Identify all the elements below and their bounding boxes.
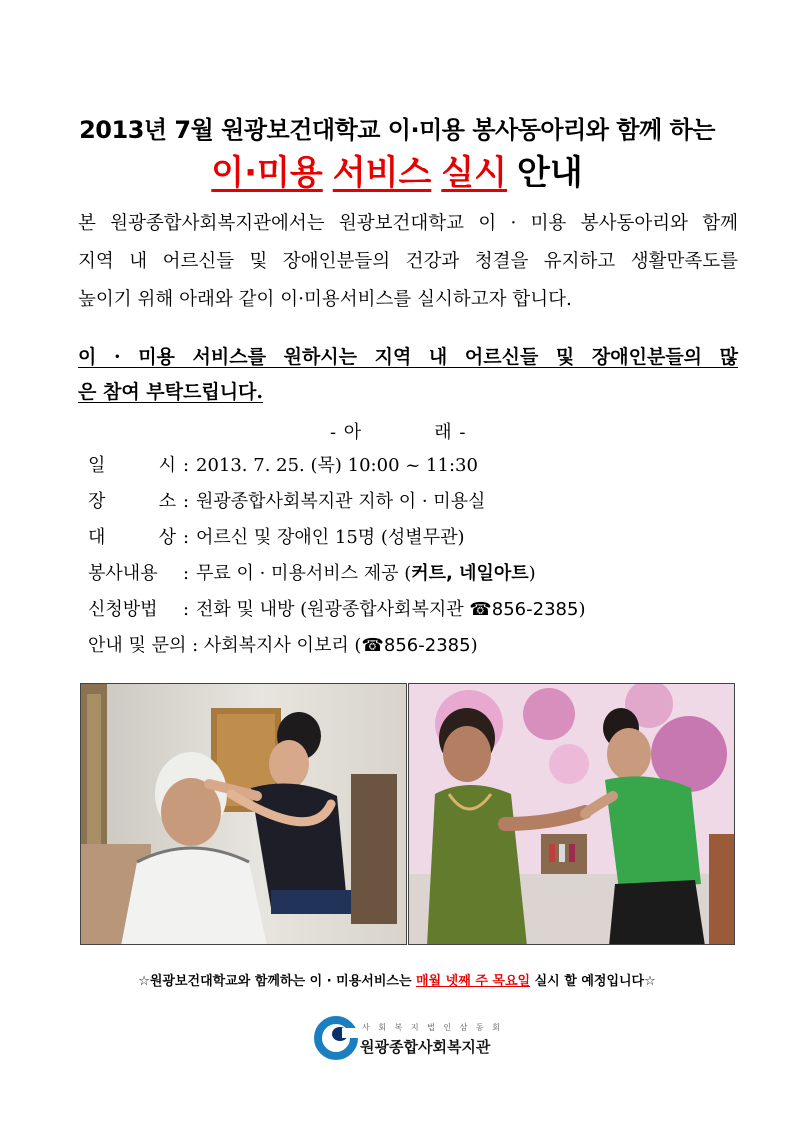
logo-subtitle: 사 회 복 지 법 인 삼 동 회 [362,1023,503,1032]
title-highlight: 이·미용 서비스 실시 [211,153,507,193]
schedule-note: ☆원광보건대학교와 함께하는 이 · 미용서비스는 매월 넷째 주 목요일 실시 할 예정입니다☆ [138,974,656,989]
request-paragraph [78,340,738,410]
intro-paragraph [78,205,738,319]
nail-art-photo [408,683,735,945]
center-logo [314,1014,534,1062]
photo-strip [80,683,735,945]
schedule-highlight: 매월 넷째 주 목요일 [416,974,531,989]
detail-row-contact: 안내 및 문의 : 사회복지사 이보리 (☎856-2385) [88,635,478,656]
detail-row-apply: 신청방법 : 전화 및 내방 (원광종합사회복지관 ☎856-2385) [88,592,768,628]
logo-name: 원광종합사회복지관 [360,1038,491,1056]
intro-line: 높이기 위해 아래와 같이 이·미용서비스를 실시하고자 합니다. [78,289,572,310]
detail-label: 장 소 [88,491,176,512]
title-line-2 [0,145,794,194]
logo-emblem-icon [314,1016,358,1060]
detail-label: 신청방법 [88,599,158,620]
detail-label: 봉사내용 [88,563,158,584]
request-line: 은 참여 부탁드립니다. [78,381,264,403]
request-line: 이 · 미용 서비스를 원하시는 지역 내 어르신들 및 장애인분들의 많 [78,346,738,368]
haircut-photo [80,683,407,945]
detail-label: 대 상 [88,527,176,548]
intro-line: 본 원광종합사회복지관에서는 원광보건대학교 이 · 미용 봉사동아리와 함께 [78,213,738,234]
detail-value: 안내 및 문의 : 사회복지사 이보리 ( [88,635,362,656]
intro-line: 지역 내 어르신들 및 장애인분들의 건강과 청결을 유지하고 생활만족도를 [78,251,738,272]
detail-label: 일 시 [88,455,176,476]
detail-value: 2013. 7. 25. (목) 10:00 ~ 11:30 [196,455,478,476]
notice-heading: - 아 래 - [330,422,467,443]
event-details [88,448,768,664]
title-suffix: 안내 [517,153,583,193]
detail-value: 원광종합사회복지관 지하 이 · 미용실 [196,491,486,512]
phone-number: ☎856-2385 [469,599,579,620]
detail-row-time: 일 시 : 2013. 7. 25. (목) 10:00 ~ 11:30 [88,448,768,484]
detail-row-place: 장 소 : 원광종합사회복지관 지하 이 · 미용실 [88,484,768,520]
detail-value: 전화 및 내방 (원광종합사회복지관 [196,599,470,620]
title-line-1: 2013년 7월 원광보건대학교 이·미용 봉사동아리와 함께 하는 [79,116,715,144]
phone-number: ☎856-2385 [361,635,471,656]
detail-row-target: 대 상 : 어르신 및 장애인 15명 (성별무관) [88,520,768,556]
detail-value: 무료 이 · 미용서비스 제공 ( [196,563,412,584]
detail-row-content: 봉사내용 : 무료 이 · 미용서비스 제공 (커트, 네일아트) [88,556,768,592]
detail-value-bold: 커트, 네일아트 [411,563,529,584]
detail-value: 어르신 및 장애인 15명 (성별무관) [196,527,465,548]
